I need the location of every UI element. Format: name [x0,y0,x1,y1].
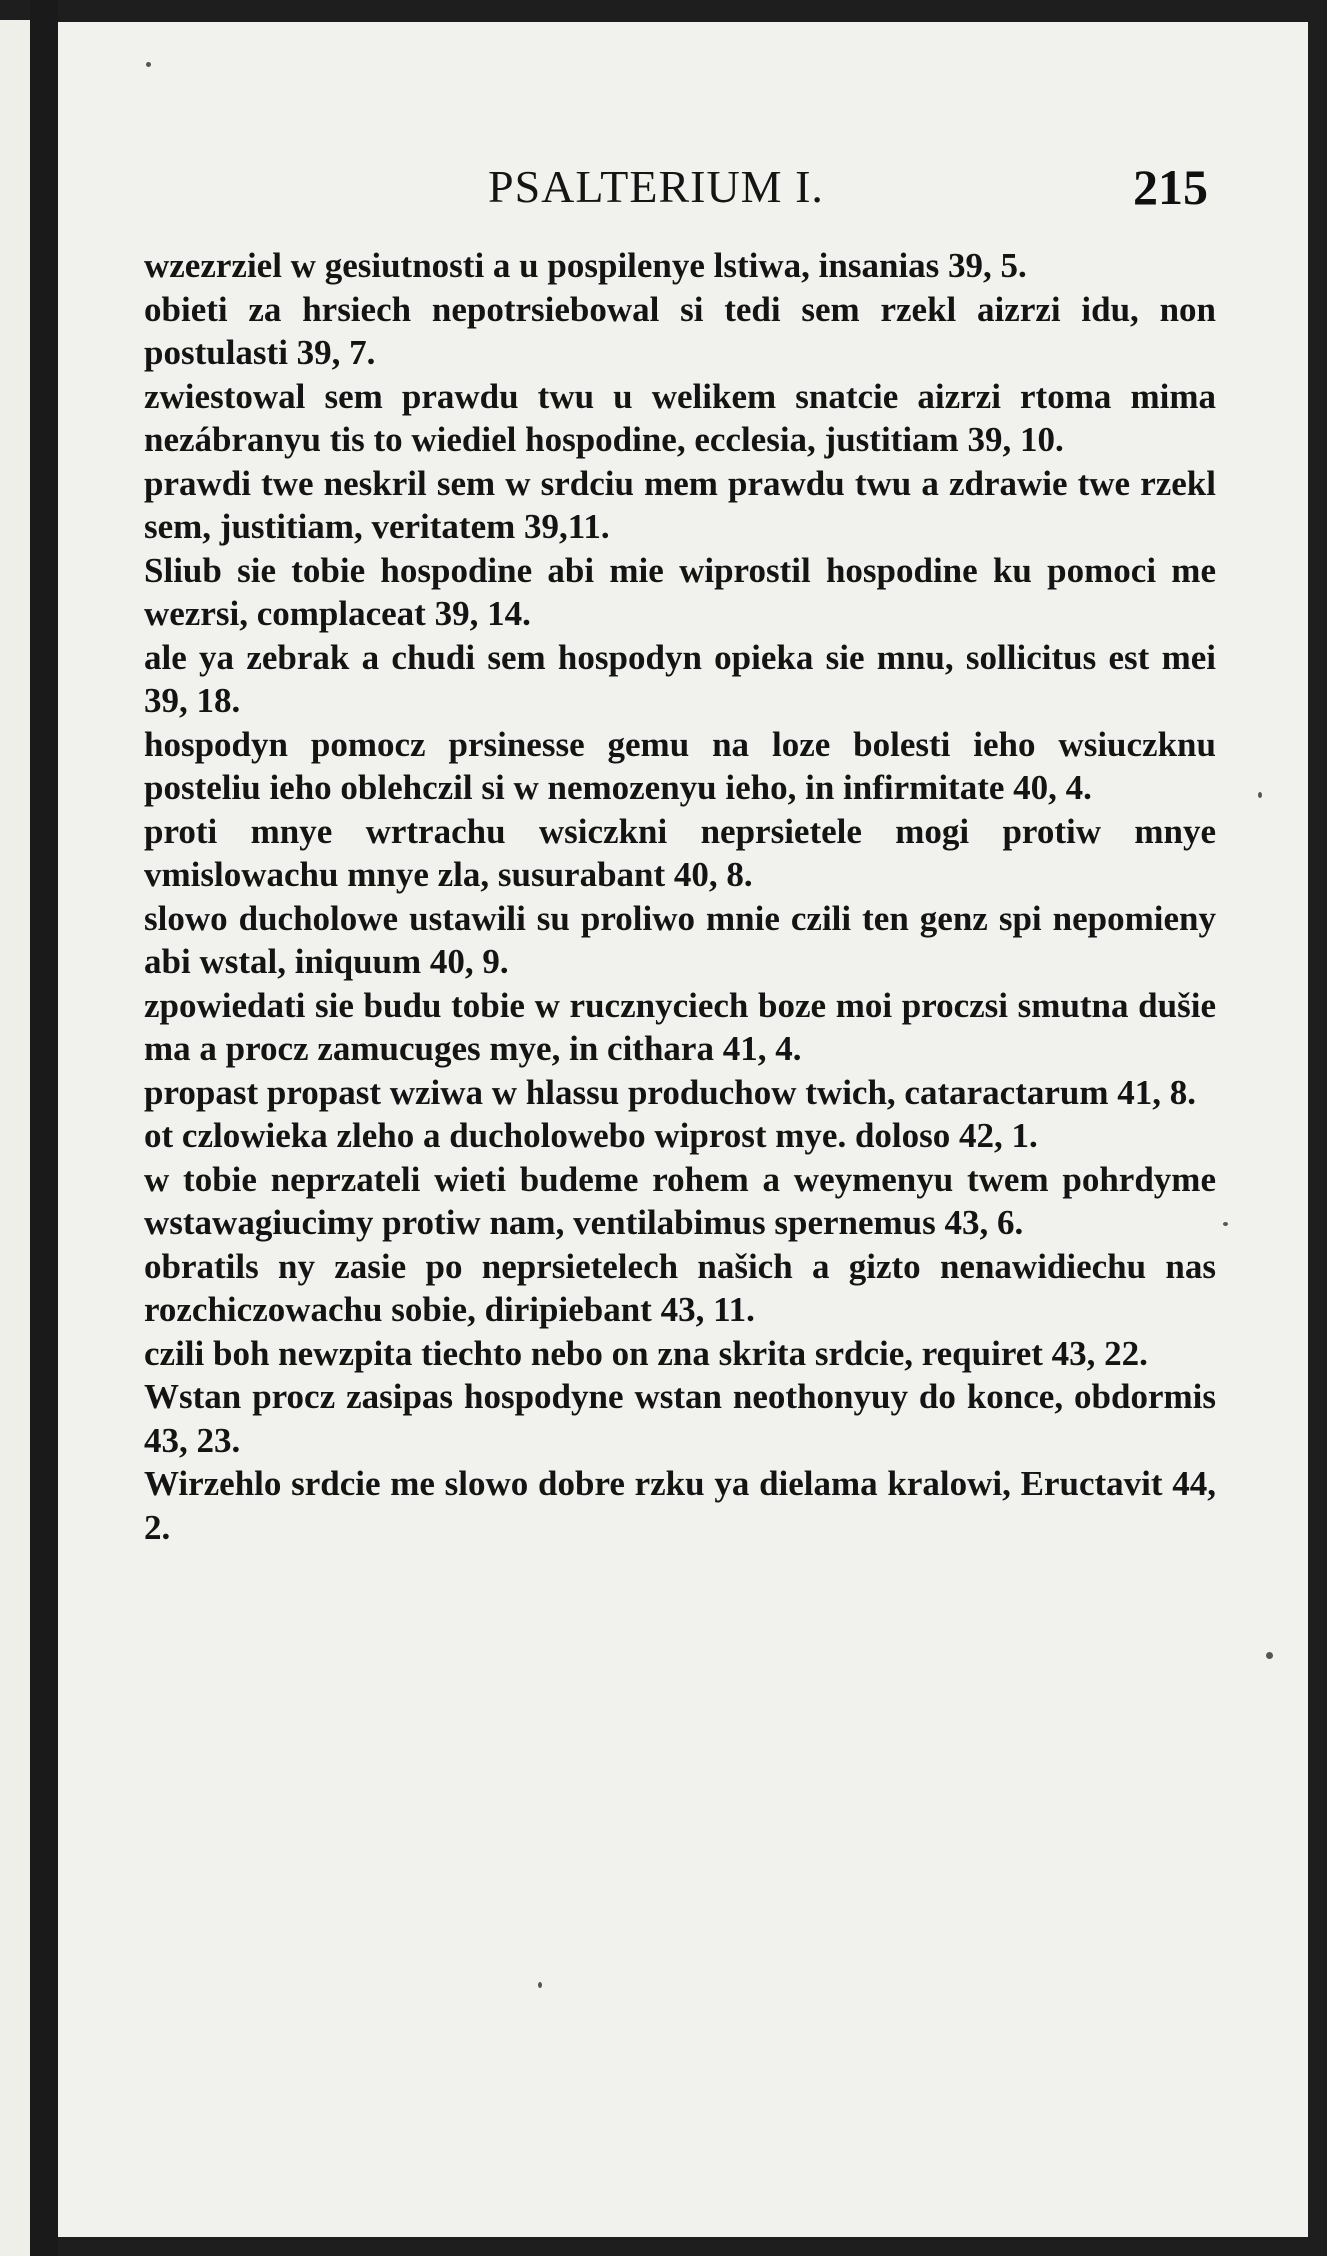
left-page-edge [0,20,30,2256]
entry: Sliub sie tobie hospodine abi mie wiprostil hospodine ku pomoci me wezrsi, complaceat 39, 14. [144,550,1216,633]
entry: hospodyn pomocz prsinesse gemu na loze bolesti ieho wsiuczknu posteliu ieho oblehczil si w nemozenyu ieho, in infirmitate 40, 4. [144,724,1216,807]
entry: propast propast wziwa w hlassu produchow twich, cataractarum 41, 8. [144,1072,1196,1112]
entry: obieti za hrsiech nepotrsiebowal si tedi sem rzekl aizrzi idu, non postulasti 39, 7. [144,289,1216,372]
paper-speck [1223,1222,1228,1226]
entry: obratils ny zasie po neprsietelech našich a gizto nenawidiechu nas rozchiczowachu sobie, diripiebant 43, 11. [144,1246,1216,1329]
entry: czili boh newzpita tiechto nebo on zna skrita srdcie, requiret 43, 22. [144,1333,1148,1373]
page [58,22,1308,2237]
body-text [144,244,1216,1549]
entry: proti mnye wrtrachu wsiczkni neprsietele mogi protiw mnye vmislowachu mnye zla, susurabant 40, 8. [144,811,1216,894]
entry: Wirzehlo srdcie me slowo dobre rzku ya dielama kralowi, Eructavit 44, 2. [144,1464,1216,1547]
entry: Wstan procz zasipas hospodyne wstan neothonyuy do konce, obdormis 43, 23. [144,1377,1216,1460]
entry: slowo ducholowe ustawili su proliwo mnie czili ten genz spi nepomieny abi wstal, iniquum 40, 9. [144,898,1216,981]
paper-speck [538,1982,542,1988]
entry: wzezrziel w gesiutnosti a u pospilenye lstiwa, insanias 39, 5. [144,246,1027,285]
entry: w tobie neprzateli wieti budeme rohem a weymenyu twem pohrdyme wstawagiucimy protiw nam, ventilabimus spernemus 43, 6. [144,1159,1216,1242]
running-head: PSALTERIUM I. [488,161,824,212]
paper-speck [1258,792,1262,798]
paper-speck [1266,1652,1273,1659]
book-gutter [30,0,58,2256]
entry: zpowiedati sie budu tobie w rucznyciech boze moi proczsi smutna dušie ma a procz zamucuges mye, in cithara 41, 4. [144,985,1216,1068]
paper-speck [146,62,151,67]
page-number: 215 [1133,159,1208,215]
entry: ale ya zebrak a chudi sem hospodyn opieka sie mnu, sollicitus est mei 39, 18. [144,637,1216,720]
page-header [58,140,1308,215]
entry: zwiestowal sem prawdu twu u welikem snatcie aizrzi rtoma mima nezábranyu tis to wiediel hospodine, ecclesia, justitiam 39, 10. [144,376,1216,459]
entry: prawdi twe neskril sem w srdciu mem prawdu twu a zdrawie twe rzekl sem, justitiam, veritatem 39,11. [144,463,1216,546]
entry: ot czlowieka zleho a ducholowebo wiprost mye. doloso 42, 1. [144,1116,1038,1155]
